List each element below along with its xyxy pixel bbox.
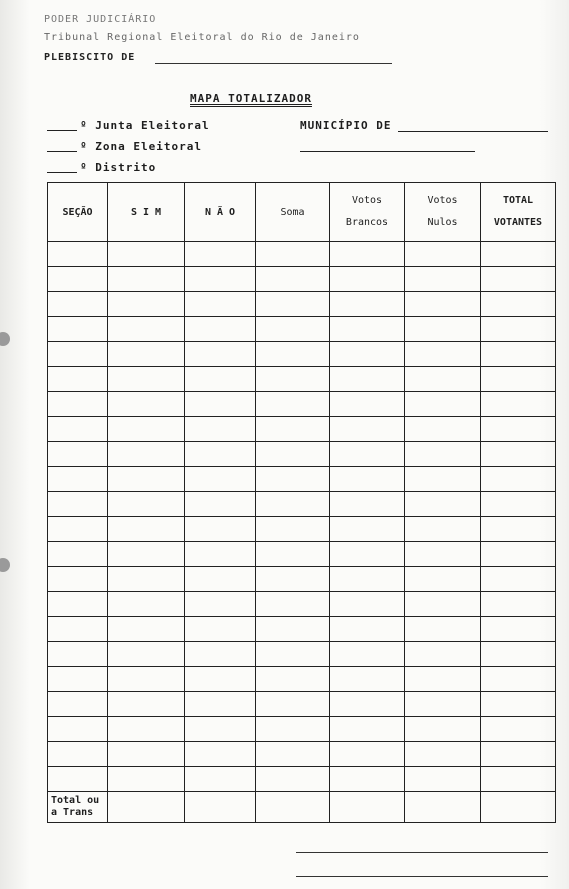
table-body [48, 242, 556, 823]
table-row [48, 367, 556, 392]
col-header-votos-brancos: Votos Brancos [330, 183, 405, 242]
table-row [48, 342, 556, 367]
col-header-total-votantes: TOTAL VOTANTES [481, 183, 556, 242]
municipio-blank[interactable] [398, 131, 548, 132]
table-row [48, 542, 556, 567]
junta-label: º Junta Eleitoral [80, 119, 210, 132]
municipio-blank-2[interactable] [300, 151, 475, 152]
table-row [48, 467, 556, 492]
signature-line-2[interactable] [296, 876, 548, 877]
col-header-soma: Soma [256, 183, 330, 242]
table-row [48, 492, 556, 517]
junta-blank[interactable] [47, 130, 77, 131]
table-row [48, 517, 556, 542]
page-title: MAPA TOTALIZADOR [190, 92, 312, 105]
table-row [48, 592, 556, 617]
table-row [48, 717, 556, 742]
total-label: Total ou a Trans [48, 792, 108, 823]
plebiscito-blank[interactable] [155, 63, 392, 64]
punch-hole-top [0, 332, 10, 346]
table-row [48, 742, 556, 767]
table-row [48, 242, 556, 267]
punch-hole-bottom [0, 558, 10, 572]
table-row [48, 667, 556, 692]
table-row [48, 267, 556, 292]
col-header-nao: N Ã O [185, 183, 256, 242]
distrito-blank[interactable] [47, 172, 77, 173]
total-row [48, 792, 556, 823]
totals-table [47, 182, 556, 823]
table-row [48, 292, 556, 317]
table-row [48, 617, 556, 642]
municipio-label: MUNICÍPIO DE [300, 119, 392, 132]
table-row [48, 392, 556, 417]
table-row [48, 692, 556, 717]
zona-label: º Zona Eleitoral [80, 140, 202, 153]
table-row [48, 317, 556, 342]
header-line-1: PODER JUDICIÁRIO [44, 14, 157, 25]
table-row [48, 417, 556, 442]
table-row [48, 442, 556, 467]
header-line-2: Tribunal Regional Eleitoral do Rio de Janeiro [44, 32, 360, 43]
col-header-sim: S I M [108, 183, 185, 242]
table-row [48, 767, 556, 792]
zona-blank[interactable] [47, 151, 77, 152]
table-row [48, 567, 556, 592]
distrito-label: º Distrito [80, 161, 157, 174]
col-header-secao: SEÇÃO [48, 183, 108, 242]
signature-line-1[interactable] [296, 852, 548, 853]
table-row [48, 642, 556, 667]
col-header-votos-nulos: Votos Nulos [405, 183, 481, 242]
plebiscito-label: PLEBISCITO DE [44, 52, 136, 63]
